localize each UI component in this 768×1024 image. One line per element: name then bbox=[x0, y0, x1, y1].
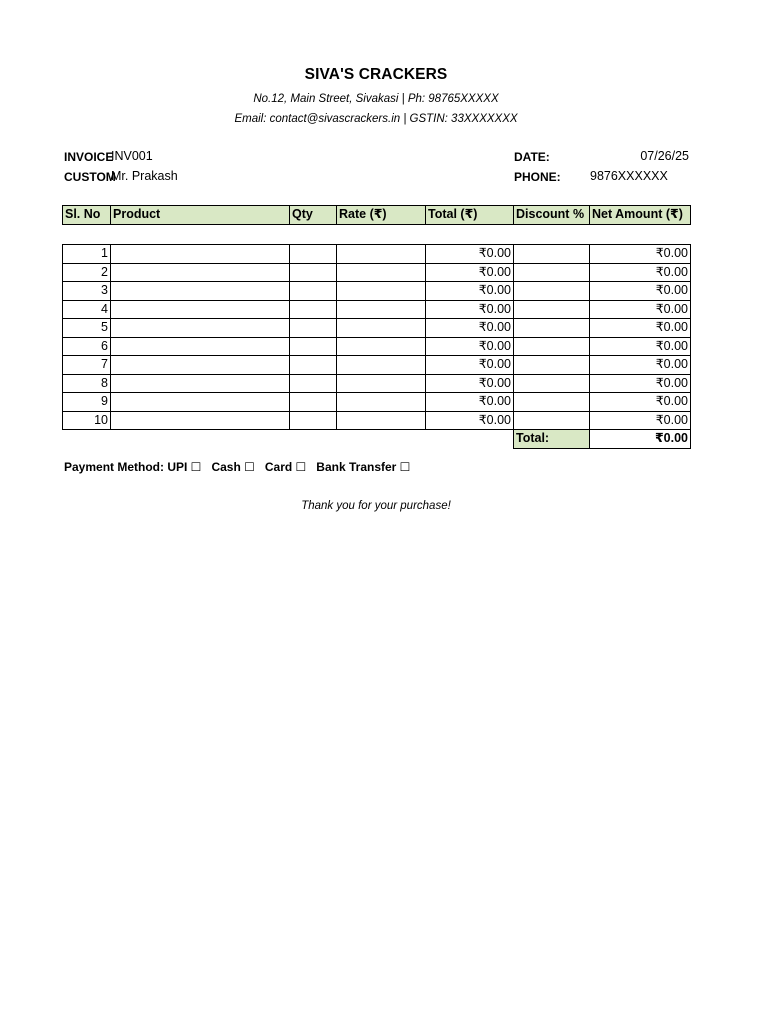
cell-qty[interactable] bbox=[290, 300, 337, 319]
cell-rate[interactable] bbox=[337, 337, 426, 356]
items-table bbox=[62, 244, 691, 449]
cell-sl-no[interactable]: 4 bbox=[63, 300, 111, 319]
cell-rate[interactable] bbox=[337, 300, 426, 319]
cell-product[interactable] bbox=[111, 374, 290, 393]
cell-product[interactable] bbox=[111, 263, 290, 282]
table-row bbox=[63, 319, 691, 338]
cell-discount[interactable] bbox=[514, 393, 590, 412]
cell-sl-no[interactable]: 8 bbox=[63, 374, 111, 393]
date-label: DATE: bbox=[514, 150, 550, 164]
cell-discount[interactable] bbox=[514, 356, 590, 375]
payment-method-line: Payment Method: UPI ☐ Cash ☐ Card ☐ Bank Transfer ☐ bbox=[64, 460, 411, 474]
company-name: SIVA'S CRACKERS bbox=[304, 66, 448, 83]
cell-total[interactable]: ₹0.00 bbox=[426, 245, 514, 264]
header-discount: Discount % bbox=[514, 206, 590, 225]
table-row bbox=[63, 411, 691, 430]
cell-product[interactable] bbox=[111, 282, 290, 301]
cell-qty[interactable] bbox=[290, 374, 337, 393]
total-row bbox=[63, 430, 691, 449]
cell-net-amount[interactable]: ₹0.00 bbox=[590, 245, 691, 264]
cell-qty[interactable] bbox=[290, 282, 337, 301]
table-row bbox=[63, 393, 691, 412]
table-row bbox=[63, 263, 691, 282]
cell-product[interactable] bbox=[111, 393, 290, 412]
table-row bbox=[63, 337, 691, 356]
cell-qty[interactable] bbox=[290, 411, 337, 430]
cell-qty[interactable] bbox=[290, 337, 337, 356]
invoice-date: 07/26/25 bbox=[640, 149, 689, 163]
cell-rate[interactable] bbox=[337, 245, 426, 264]
cell-rate[interactable] bbox=[337, 411, 426, 430]
cell-net-amount[interactable]: ₹0.00 bbox=[590, 356, 691, 375]
customer-name: Mr. Prakash bbox=[111, 169, 178, 183]
cell-product[interactable] bbox=[111, 300, 290, 319]
cell-discount[interactable] bbox=[514, 263, 590, 282]
cell-net-amount[interactable]: ₹0.00 bbox=[590, 337, 691, 356]
cell-total[interactable]: ₹0.00 bbox=[426, 374, 514, 393]
invoice-label: INVOICE bbox=[64, 150, 114, 164]
table-row bbox=[63, 356, 691, 375]
company-address: No.12, Main Street, Sivakasi | Ph: 98765XXXXX bbox=[253, 93, 499, 105]
cell-total[interactable]: ₹0.00 bbox=[426, 282, 514, 301]
header-net-amount: Net Amount (₹) bbox=[590, 206, 691, 225]
table-row bbox=[63, 374, 691, 393]
phone-label: PHONE: bbox=[514, 170, 561, 184]
header-total: Total (₹) bbox=[426, 206, 514, 225]
cell-discount[interactable] bbox=[514, 337, 590, 356]
cell-discount[interactable] bbox=[514, 374, 590, 393]
cell-qty[interactable] bbox=[290, 263, 337, 282]
cell-product[interactable] bbox=[111, 245, 290, 264]
cell-discount[interactable] bbox=[514, 282, 590, 301]
cell-total[interactable]: ₹0.00 bbox=[426, 411, 514, 430]
cell-rate[interactable] bbox=[337, 374, 426, 393]
column-header-row bbox=[63, 206, 691, 225]
cell-net-amount[interactable]: ₹0.00 bbox=[590, 282, 691, 301]
cell-discount[interactable] bbox=[514, 300, 590, 319]
cell-sl-no[interactable]: 9 bbox=[63, 393, 111, 412]
cell-qty[interactable] bbox=[290, 245, 337, 264]
cell-product[interactable] bbox=[111, 356, 290, 375]
phone-number: 9876XXXXXX bbox=[590, 169, 668, 183]
grand-total-value: ₹0.00 bbox=[590, 430, 691, 449]
cell-total[interactable]: ₹0.00 bbox=[426, 337, 514, 356]
cell-net-amount[interactable]: ₹0.00 bbox=[590, 393, 691, 412]
cell-sl-no[interactable]: 1 bbox=[63, 245, 111, 264]
customer-label: CUSTOM bbox=[64, 170, 116, 184]
cell-rate[interactable] bbox=[337, 319, 426, 338]
column-header-table bbox=[62, 205, 691, 225]
cell-net-amount[interactable]: ₹0.00 bbox=[590, 411, 691, 430]
cell-sl-no[interactable]: 3 bbox=[63, 282, 111, 301]
cell-discount[interactable] bbox=[514, 319, 590, 338]
cell-sl-no[interactable]: 5 bbox=[63, 319, 111, 338]
cell-sl-no[interactable]: 6 bbox=[63, 337, 111, 356]
cell-net-amount[interactable]: ₹0.00 bbox=[590, 300, 691, 319]
cell-sl-no[interactable]: 7 bbox=[63, 356, 111, 375]
table-row bbox=[63, 282, 691, 301]
cell-rate[interactable] bbox=[337, 282, 426, 301]
cell-total[interactable]: ₹0.00 bbox=[426, 393, 514, 412]
cell-total[interactable]: ₹0.00 bbox=[426, 300, 514, 319]
cell-discount[interactable] bbox=[514, 411, 590, 430]
cell-net-amount[interactable]: ₹0.00 bbox=[590, 319, 691, 338]
grand-total-label: Total: bbox=[514, 430, 590, 449]
cell-total[interactable]: ₹0.00 bbox=[426, 263, 514, 282]
cell-total[interactable]: ₹0.00 bbox=[426, 319, 514, 338]
header-sl-no: Sl. No bbox=[63, 206, 111, 225]
table-row bbox=[63, 245, 691, 264]
cell-rate[interactable] bbox=[337, 393, 426, 412]
cell-product[interactable] bbox=[111, 411, 290, 430]
cell-qty[interactable] bbox=[290, 319, 337, 338]
header-qty: Qty bbox=[290, 206, 337, 225]
company-contact: Email: contact@sivascrackers.in | GSTIN: 33XXXXXXX bbox=[234, 113, 518, 125]
cell-sl-no[interactable]: 2 bbox=[63, 263, 111, 282]
header-rate: Rate (₹) bbox=[337, 206, 426, 225]
cell-rate[interactable] bbox=[337, 263, 426, 282]
cell-sl-no[interactable]: 10 bbox=[63, 411, 111, 430]
cell-qty[interactable] bbox=[290, 393, 337, 412]
table-row bbox=[63, 300, 691, 319]
cell-product[interactable] bbox=[111, 337, 290, 356]
cell-rate[interactable] bbox=[337, 356, 426, 375]
cell-total[interactable]: ₹0.00 bbox=[426, 356, 514, 375]
cell-qty[interactable] bbox=[290, 356, 337, 375]
cell-net-amount[interactable]: ₹0.00 bbox=[590, 263, 691, 282]
cell-net-amount[interactable]: ₹0.00 bbox=[590, 374, 691, 393]
header-product: Product bbox=[111, 206, 290, 225]
invoice-number: INV001 bbox=[111, 149, 153, 163]
cell-product[interactable] bbox=[111, 319, 290, 338]
thank-you-note: Thank you for your purchase! bbox=[301, 500, 451, 512]
cell-discount[interactable] bbox=[514, 245, 590, 264]
